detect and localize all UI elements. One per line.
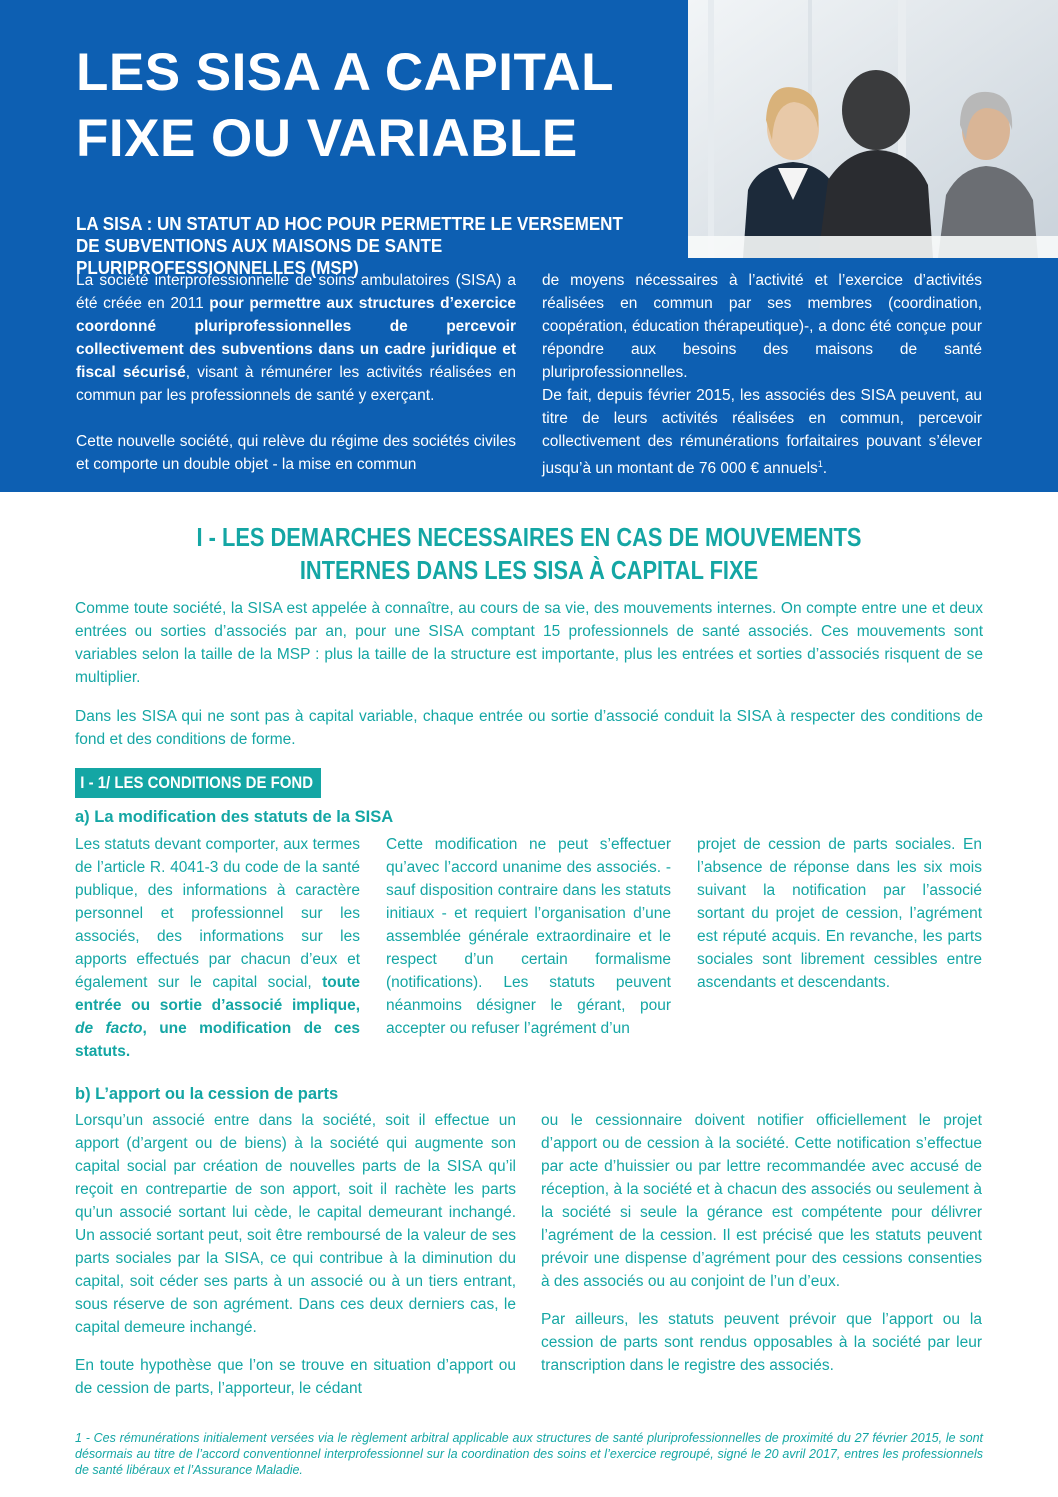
subtitle-line-2: DE SUBVENTIONS AUX MAISONS DE SANTE PLURIPROFESSIONNELLES (MSP) — [76, 235, 443, 278]
part-b-heading: b) L’apport ou la cession de parts — [75, 1085, 339, 1103]
part-b-column-1 — [75, 1109, 516, 1400]
title-line-1: LES SISA A CAPITAL — [76, 43, 615, 102]
intro-column-left — [76, 269, 516, 476]
section-heading-line-1: I - LES DEMARCHES NECESSAIRES EN CAS DE MOUVEMENTS — [196, 522, 862, 552]
part-a-column-2: Cette modification ne peut s’effectuer qu’avec l’accord unanime des associés. - sauf disposition contraire dans les statuts initiaux - et requiert l’organisation d’une assemblée générale extraordinaire et le respect d’un certain formalisme (notifications). Les statuts peuvent néanmoins désigner le gérant, pour accepter ou refuser l’agrément d’un — [386, 836, 671, 1037]
intro-paragraph-3: de moyens nécessaires à l’activité et l’exercice d’activités réalisées en commun par ses membres (coordination, coopération, éducation thérapeutique)-, a donc été conçue pour répondre aux besoins des maisons de santé pluriprofessionnelles. — [542, 272, 982, 381]
section-heading-line-2: INTERNES DANS LES SISA À CAPITAL FIXE — [299, 555, 759, 585]
footnote-marker: 1 — [817, 459, 823, 469]
section-heading — [169, 521, 890, 587]
part-b-paragraph-1: Lorsqu’un associé entre dans la société, soit il effectue un apport (d’argent ou de biens) à la société qui augmente son capital social par création de nouvelles parts de la SISA qu’il reçoit en contrepartie de son apport, soit il rachète les parts qu’un associé sortant lui cède, le capital demeurant inchangé. Un associé sortant peut, soit être remboursé de la valeur de ses parts sociales par la SISA, ce qui contribue à la diminution du capital, soit céder ses parts à un associé ou à un tiers entrant, sous réserve de son agrément. Dans ces deux derniers cas, le capital demeure inchangé. — [75, 1112, 516, 1336]
part-b-column-2 — [541, 1109, 982, 1377]
subtitle-line-1: LA SISA : UN STATUT AD HOC POUR PERMETTRE LE VERSEMENT — [76, 213, 623, 234]
intro-column-right — [542, 269, 982, 480]
meeting-photo-illustration — [688, 0, 1058, 258]
part-a-emphasis: toute entrée ou sortie d’associé implique, — [75, 974, 360, 1014]
footnote: 1 - Ces rémunérations initialement versées via le règlement arbitral applicable aux structures de santé pluriprofessionnelles de proximité du 27 février 2015, le sont désormais au titre de l’accord conventionnel interprofessionnel sur la coordination des soins et l’exercice regroupé, signé le 20 avril 2017, entres les professionnels de santé libéraux et l’Assurance Maladie. — [75, 1431, 983, 1477]
part-a-italic: de facto — [75, 1020, 143, 1037]
part-a-column-1: Les statuts devant comporter, aux termes de l’article R. 4041-3 du code de la santé publique, des informations à caractère personnel et professionnel sur les associés, des informations sur les apports effectués par chacun d’eux et également sur le capital social, toute entrée ou sortie d’associé implique, de facto, une modification de ces statuts. — [75, 836, 360, 1060]
section-paragraph-1: Comme toute société, la SISA est appelée à connaître, au cours de sa vie, des mouvements internes. On compte entre une et deux entrées ou sorties d’associés par an, pour une SISA comptant 15 professionnels de santé associés. Ces mouvements sont variables selon la taille de la MSP : plus la taille de la structure est importante, plus les entrées et sorties d’associés risquent de se multiplier. — [75, 600, 983, 686]
subsection-tag — [75, 768, 321, 798]
part-a-column-3: projet de cession de parts sociales. En l’absence de réponse dans les six mois suivant la notification par l’associé sortant du projet de cession, l’agrément est réputé acquis. En revanche, les parts sociales sont librement cessibles entre ascendants et descendants. — [697, 836, 982, 991]
intro-paragraph-1: La société interprofessionnelle de soins ambulatoires (SISA) a été créée en 2011 pour permettre aux structures d’exercice coordonné pluriprofessionnelles de percevoir collectivement des subventions dans un cadre juridique et fiscal sécurisé, visant à rémunérer les activités réalisées en commun par les professionnels de santé y exerçant. — [76, 272, 516, 404]
part-b-paragraph-4: Par ailleurs, les statuts peuvent prévoir que l’apport ou la cession de parts sont rendus opposables à la société par leur transcription dans le registre des associés. — [541, 1311, 982, 1374]
page-title — [76, 40, 676, 172]
part-b-paragraph-3: ou le cessionnaire doivent notifier officiellement le projet d’apport ou de cession à la société. Cette notification s’effectue par acte d’huissier ou par lettre recommandée avec accusé de réception, à la société et à chacun des associés ou seulement à la société si seule la gérance est compétente pour délivrer l’agrément de la cession. Il est précisé que les statuts peuvent prévoir une dispense d’agrément pour des cessions consenties à des associés ou au conjoint de l’un d’eux. — [541, 1112, 982, 1290]
intro-emphasis: pour permettre aux structures d’exercice coordonné pluriprofessionnelles de percevoir collectivement des subventions dans un cadre juridique et fiscal sécurisé — [76, 295, 516, 381]
part-a-heading: a) La modification des statuts de la SISA — [75, 808, 394, 826]
intro-paragraph-4: De fait, depuis février 2015, les associés des SISA peuvent, au titre de leurs activités réalisées en commun, percevoir collectivement des rémunérations forfaitaires pouvant s’élever jusqu’à un montant de 76 000 € annuels$^1$. — [542, 387, 982, 478]
subsection-tag-label: I - 1/ LES CONDITIONS DE FOND — [80, 773, 314, 792]
section-paragraph-2: Dans les SISA qui ne sont pas à capital variable, chaque entrée ou sortie d’associé conduit la SISA à respecter des conditions de fond et des conditions de forme. — [75, 708, 983, 748]
title-line-2: FIXE OU VARIABLE — [76, 109, 578, 168]
intro-paragraph-2: Cette nouvelle société, qui relève du régime des sociétés civiles et comporte un double objet - la mise en commun — [76, 433, 516, 473]
part-b-paragraph-2: En toute hypothèse que l’on se trouve en situation d’apport ou de cession de parts, l’apporteur, le cédant — [75, 1357, 516, 1397]
header-photo — [688, 0, 1058, 258]
